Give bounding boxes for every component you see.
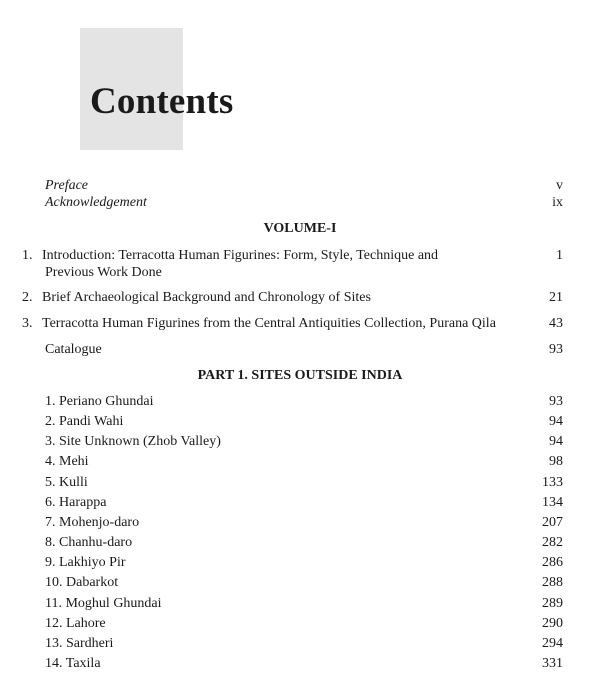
chapter-title: Terracotta Human Figurines from the Central Antiquities Collection, Purana Qila <box>42 316 496 331</box>
site-entry-label: 3. Site Unknown (Zhob Valley) <box>45 434 221 449</box>
site-entry-page: 98 <box>549 454 563 469</box>
toc-acknowledgement-label: Acknowledgement <box>45 195 147 210</box>
site-entry-label: 4. Mehi <box>45 454 89 469</box>
site-entry-page: 207 <box>542 515 563 530</box>
site-entry-label: 7. Mohenjo-daro <box>45 515 140 530</box>
toc-preface-page: v <box>556 178 563 193</box>
toc-chapter-2 <box>22 289 371 306</box>
toc-chapter-1-page: 1 <box>556 248 563 263</box>
chapter-title: Introduction: Terracotta Human Figurines: Form, Style, Technique and <box>42 248 439 263</box>
site-entry-label: 2. Pandi Wahi <box>45 414 124 429</box>
part-heading: PART 1. SITES OUTSIDE INDIA <box>197 368 403 383</box>
site-entry-label: 13. Sardheri <box>45 636 114 651</box>
site-entry-page: 286 <box>542 555 563 570</box>
site-entry-page: 282 <box>542 535 563 550</box>
site-entry-page: 134 <box>542 495 563 510</box>
toc-acknowledgement-page: ix <box>552 195 563 210</box>
chapter-title: Brief Archaeological Background and Chronology of Sites <box>42 290 371 305</box>
chapter-number: 1. <box>22 248 33 263</box>
site-entry-label: 9. Lakhiyo Pir <box>45 555 126 570</box>
site-entry-page: 94 <box>549 414 563 429</box>
site-entry-label: 12. Lahore <box>45 616 106 631</box>
toc-chapter-2-page: 21 <box>549 290 563 305</box>
toc-preface-label: Preface <box>45 178 89 193</box>
site-entry-page: 133 <box>542 475 563 490</box>
site-entry-label: 10. Dabarkot <box>45 575 119 590</box>
toc-catalogue-page: 93 <box>549 342 563 357</box>
site-entry-label: 8. Chanhu-daro <box>45 535 133 550</box>
site-entry-page: 289 <box>542 596 563 611</box>
toc-chapter-1 <box>22 247 438 264</box>
chapter-number: 3. <box>22 316 33 331</box>
site-entry-page: 94 <box>549 434 563 449</box>
toc-catalogue-label: Catalogue <box>45 342 102 357</box>
site-entry-label: 5. Kulli <box>45 475 88 490</box>
site-entry-label: 1. Periano Ghundai <box>45 394 154 409</box>
toc-chapter-3-page: 43 <box>549 316 563 331</box>
site-entry-page: 93 <box>549 394 563 409</box>
toc-chapter-3 <box>22 315 496 332</box>
site-entry-label: 14. Taxila <box>45 656 101 671</box>
chapter-number: 2. <box>22 290 33 305</box>
page-title: Contents <box>90 81 234 122</box>
volume-heading: VOLUME-I <box>263 221 337 236</box>
site-entry-page: 288 <box>542 575 563 590</box>
site-entry-page: 294 <box>542 636 563 651</box>
toc-chapter-1-line2: Previous Work Done <box>45 265 162 280</box>
site-entry-page: 290 <box>542 616 563 631</box>
site-entry-label: 6. Harappa <box>45 495 107 510</box>
site-entry-label: 11. Moghul Ghundai <box>45 596 162 611</box>
site-entry-page: 331 <box>542 656 563 671</box>
